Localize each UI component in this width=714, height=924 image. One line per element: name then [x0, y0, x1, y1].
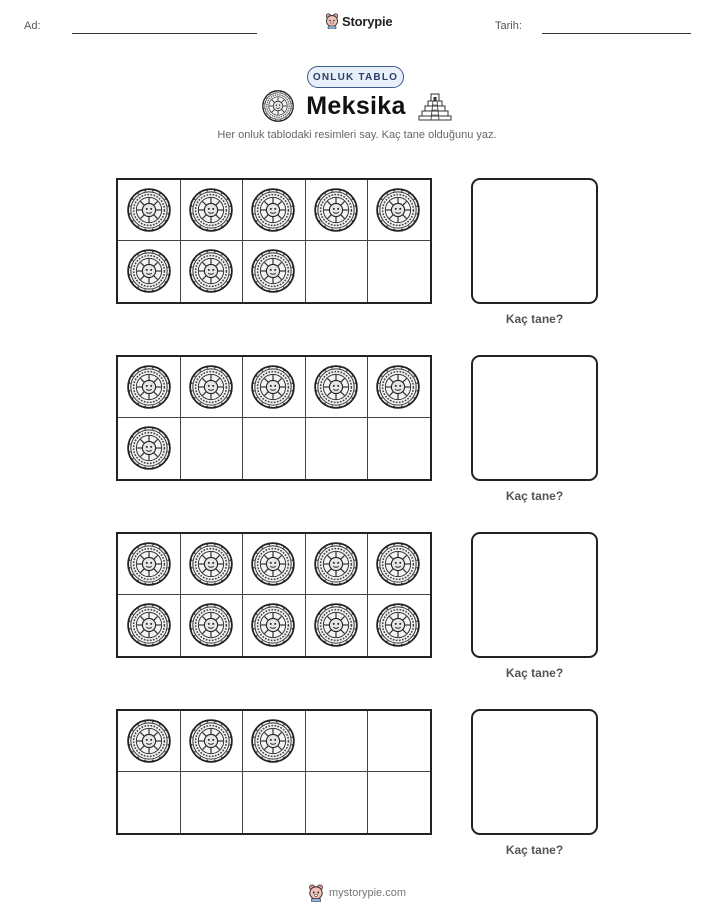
answer-box[interactable]: [471, 178, 598, 304]
aztec-calendar-icon: [376, 603, 420, 647]
ten-frame-cell: [242, 595, 304, 656]
storypie-mascot-icon: [308, 884, 324, 902]
aztec-calendar-icon: [251, 249, 295, 293]
ten-frame-cell: [118, 711, 180, 772]
ten-frame-cell: [367, 534, 429, 595]
ten-frame-cell: [367, 772, 429, 833]
ten-frame-cell: [242, 357, 304, 418]
footer: [0, 884, 714, 902]
answer-prompt: Kaç tane?: [505, 312, 564, 326]
ten-frame-cell: [242, 772, 304, 833]
ten-frame-cell: [180, 357, 242, 418]
brand-name: Storypie: [342, 13, 393, 29]
aztec-calendar-icon: [376, 542, 420, 586]
ten-frame-cell: [305, 180, 367, 241]
ten-frame-cell: [242, 711, 304, 772]
answer-prompt: Kaç tane?: [505, 843, 564, 857]
aztec-calendar-icon: [251, 542, 295, 586]
aztec-calendar-icon: [376, 365, 420, 409]
ten-frame-cell: [305, 534, 367, 595]
ten-frame-cell: [367, 357, 429, 418]
aztec-calendar-icon: [127, 426, 171, 470]
aztec-calendar-icon: [127, 603, 171, 647]
ten-frame-cell: [242, 534, 304, 595]
aztec-calendar-icon: [251, 188, 295, 232]
aztec-calendar-icon: [189, 603, 233, 647]
ten-frame-cell: [180, 241, 242, 302]
date-line[interactable]: [542, 33, 691, 34]
ten-frame: [116, 532, 432, 658]
ten-frame-cell: [367, 418, 429, 479]
ten-frame-cell: [118, 418, 180, 479]
pyramid-icon: [418, 91, 452, 121]
ten-frame-cell: [118, 772, 180, 833]
aztec-calendar-icon: [189, 365, 233, 409]
ten-frame-cell: [305, 711, 367, 772]
answer-box[interactable]: [471, 532, 598, 658]
aztec-calendar-icon: [251, 603, 295, 647]
aztec-calendar-icon: [314, 603, 358, 647]
ten-frame-cell: [367, 241, 429, 302]
ten-frame-cell: [118, 180, 180, 241]
aztec-calendar-icon: [189, 188, 233, 232]
ten-frame-cell: [242, 418, 304, 479]
footer-url: mystorypie.com: [328, 887, 407, 899]
aztec-calendar-icon: [127, 365, 171, 409]
aztec-calendar-icon: [314, 188, 358, 232]
aztec-calendar-icon: [189, 249, 233, 293]
storypie-mascot-icon: [325, 13, 339, 29]
ten-frame: [116, 178, 432, 304]
ten-frame-cell: [367, 180, 429, 241]
ten-frame: [116, 709, 432, 835]
date-label: Tarih:: [495, 20, 522, 32]
instructions: Her onluk tablodaki resimleri say. Kaç tane olduğunu yaz.: [217, 129, 497, 141]
ten-frame-cell: [118, 595, 180, 656]
ten-frame-cell: [180, 534, 242, 595]
aztec-calendar-icon: [314, 365, 358, 409]
ten-frame-cell: [118, 534, 180, 595]
answer-box[interactable]: [471, 709, 598, 835]
aztec-calendar-icon: [127, 249, 171, 293]
ten-frame-cell: [180, 418, 242, 479]
aztec-calendar-icon: [189, 719, 233, 763]
brand-logo: [325, 13, 392, 29]
ten-frame-cell: [118, 357, 180, 418]
answer-prompt: Kaç tane?: [505, 666, 564, 680]
aztec-calendar-icon: [376, 188, 420, 232]
ten-frame: [116, 355, 432, 481]
aztec-calendar-icon: [251, 719, 295, 763]
page-title: Meksika: [306, 91, 406, 120]
ten-frame-cell: [180, 772, 242, 833]
worksheet-type-badge: ONLUK TABLO: [307, 66, 404, 88]
ten-frame-cell: [305, 418, 367, 479]
answer-box[interactable]: [471, 355, 598, 481]
title-row: [0, 90, 714, 122]
answer-prompt: Kaç tane?: [505, 489, 564, 503]
ten-frame-cell: [118, 241, 180, 302]
aztec-calendar-icon: [189, 542, 233, 586]
ten-frame-cell: [180, 595, 242, 656]
ten-frame-cell: [242, 241, 304, 302]
ten-frame-cell: [180, 180, 242, 241]
ten-frame-cell: [367, 595, 429, 656]
aztec-calendar-icon: [127, 542, 171, 586]
ten-frame-cell: [305, 772, 367, 833]
ten-frame-cell: [180, 711, 242, 772]
aztec-calendar-icon: [262, 90, 294, 122]
aztec-calendar-icon: [127, 188, 171, 232]
aztec-calendar-icon: [314, 542, 358, 586]
aztec-calendar-icon: [251, 365, 295, 409]
name-line[interactable]: [72, 33, 257, 34]
ten-frame-cell: [305, 357, 367, 418]
ten-frame-cell: [305, 595, 367, 656]
ten-frame-cell: [242, 180, 304, 241]
name-label: Ad:: [24, 20, 41, 32]
ten-frame-cell: [367, 711, 429, 772]
aztec-calendar-icon: [127, 719, 171, 763]
ten-frame-cell: [305, 241, 367, 302]
